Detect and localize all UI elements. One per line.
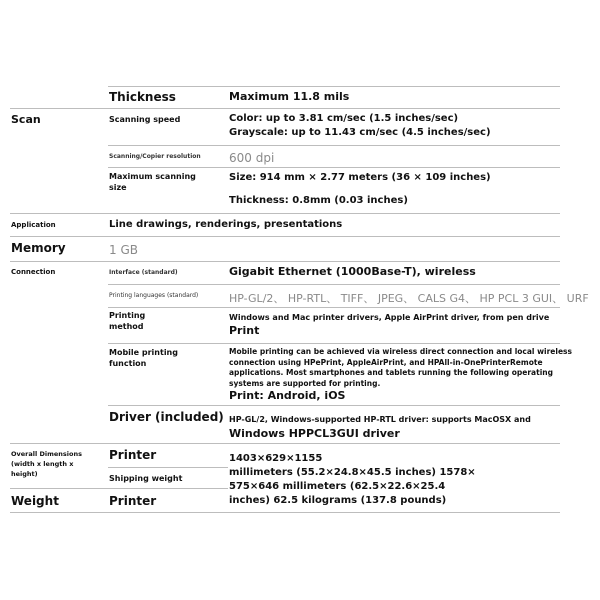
weight-printer-label: Printer xyxy=(109,494,157,508)
driver-label: Driver (included) xyxy=(109,410,224,424)
divider xyxy=(108,284,560,285)
max-scan-thickness-value: Thickness: 0.8mm (0.03 inches) xyxy=(229,195,408,206)
printing-languages-label: Printing languages (standard) xyxy=(109,292,199,299)
dimensions-value: 1403×629×1155 millimeters (55.2×24.8×45.5 inches) 1578× 575×646 millimeters (62.5×22.6×25.4 inches) 62.5 kilograms (137.8 pounds) xyxy=(229,453,476,506)
divider xyxy=(10,261,560,262)
scanning-speed-label: Scanning speed xyxy=(109,115,181,124)
printing-method-value: Windows and Mac printer drivers, Apple AirPrint driver, from pen drive xyxy=(229,313,550,322)
driver-value: HP-GL/2, Windows-supported HP-RTL driver: supports MacOSX and xyxy=(229,415,531,424)
divider xyxy=(108,343,560,344)
memory-category: Memory xyxy=(11,241,66,255)
mobile-printing-label: Mobile printing function xyxy=(109,348,178,368)
divider xyxy=(108,307,560,308)
printing-method-value-2: Print xyxy=(229,324,260,337)
resolution-label: Scanning/Copier resolution xyxy=(109,153,201,160)
divider xyxy=(108,405,560,406)
resolution-value: 600 dpi xyxy=(229,151,275,165)
scanning-speed-grayscale: Grayscale: up to 11.43 cm/sec (4.5 inches/sec) xyxy=(229,127,491,138)
divider xyxy=(10,236,560,237)
divider xyxy=(10,213,560,214)
connection-category: Connection xyxy=(11,268,56,276)
divider xyxy=(108,467,228,468)
application-value: Line drawings, renderings, presentations xyxy=(109,219,343,230)
weight-category: Weight xyxy=(11,494,59,508)
memory-value: 1 GB xyxy=(109,243,138,257)
dimensions-printer-label: Printer xyxy=(109,448,157,462)
mobile-printing-value: Mobile printing can be achieved via wireless direct connection and local wireless connection using HPePrint, AppleAirPrint, and HPAll-in-OnePrinterRemote applications. Most smartphones and tablets running the following operating systems are supported for printing. xyxy=(229,347,572,388)
interface-value: Gigabit Ethernet (1000Base-T), wireless xyxy=(229,265,476,278)
mobile-printing-value-2: Print: Android, iOS xyxy=(229,389,346,402)
max-scan-size-value: Size: 914 mm × 2.77 meters (36 × 109 inches) xyxy=(229,172,491,183)
divider xyxy=(108,167,560,168)
max-scan-size-label: Maximum scanning size xyxy=(109,172,196,192)
divider xyxy=(10,443,560,444)
interface-label: Interface (standard) xyxy=(109,269,178,276)
divider xyxy=(10,512,560,513)
divider xyxy=(10,108,560,109)
divider xyxy=(108,145,560,146)
printing-languages-value: HP-GL/2、 HP-RTL、 TIFF、 JPEG、 CALS G4、 HP PCL 3 GUI、 URF xyxy=(229,292,589,305)
driver-value-2: Windows HPPCL3GUI driver xyxy=(229,427,400,440)
shipping-weight-label: Shipping weight xyxy=(109,474,183,483)
scanning-speed-color: Color: up to 3.81 cm/sec (1.5 inches/sec) xyxy=(229,113,459,124)
application-category: Application xyxy=(11,221,56,229)
overall-dimensions-category: Overall Dimensions (width x length x height) xyxy=(11,450,82,478)
divider xyxy=(108,86,560,87)
thickness-label: Thickness xyxy=(109,90,176,104)
printing-method-label: Printing method xyxy=(109,311,146,331)
thickness-value: Maximum 11.8 mils xyxy=(229,90,350,103)
scan-category: Scan xyxy=(11,113,41,126)
divider xyxy=(10,488,228,489)
